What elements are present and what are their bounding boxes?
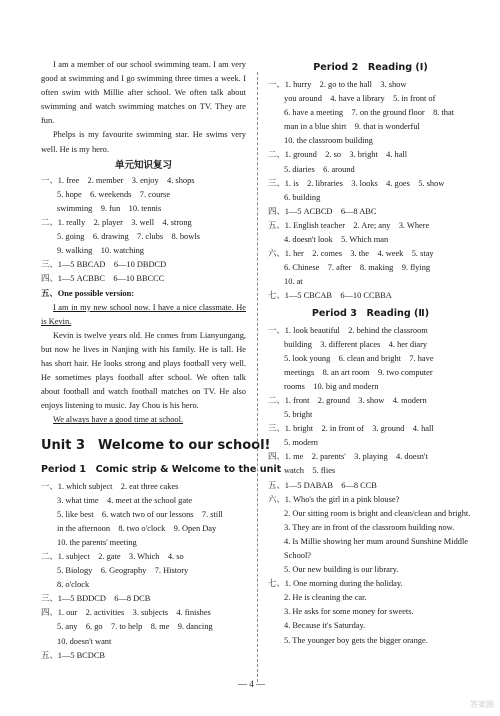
answer-line: 5. Biology 6. Geography 7. History (57, 566, 189, 576)
answer-line: 一、1. hurry 2. go to the hall 3. show (268, 80, 407, 89)
section-six-answers (268, 507, 473, 577)
answer-line: you around 4. have a library 5. in front of (284, 94, 436, 104)
review-line: 二、1. really 2. player 3. well 4. strong (41, 218, 192, 228)
answer-line: 3. what time 4. meet at the school gate (57, 495, 193, 505)
answer-line: 五、1—5 BCDCB (41, 650, 105, 660)
answer-line: 三、1—5 BDDCD 6—8 DCB (41, 594, 151, 604)
answer-line: 5. diaries 6. around (284, 164, 355, 174)
essay-closing: We always have a good time at school. (53, 415, 184, 425)
answer-line: 5. Our new building is our library. (284, 565, 399, 575)
answer-line: 二、1. ground 2. so 3. bright 4. hall (268, 150, 408, 160)
answer-line: 五、1. English teacher 2. Are; any 3. Where (268, 220, 430, 230)
review-line: 5. hope 6. weekends 7. course (57, 189, 171, 199)
period-2-title: Period 2 Reading (Ⅰ) (313, 62, 428, 73)
answer-line: 三、1. is 2. libraries 3. looks 4. goes 5. show (268, 178, 445, 188)
answer-line: 一、1. which subject 2. eat three cakes (41, 481, 179, 491)
answer-line: 5. like best 6. watch two of our lessons 7. still (57, 509, 223, 519)
answer-line: 2. Our sitting room is bright and clean/clean and bright. (284, 508, 471, 518)
answer-line: 10. the classroom building (284, 136, 373, 146)
essay-paragraph-1: I am a member of our school swimming team. I am very good at swimming and I go swimming three times a week. I often swim with Millie after school. We often talk about swimming and watch swimming matches on TV. They are fun. (41, 60, 246, 126)
review-line: 五、One possible version: (41, 288, 135, 298)
answer-line: 5. bright (284, 410, 313, 420)
review-line: 9. walking 10. watching (57, 246, 144, 256)
answer-line: 10. doesn't want (57, 636, 112, 646)
review-section-title: 单元知识复习 (114, 159, 172, 171)
period-1-answers (41, 480, 246, 663)
answer-line: 三、1. bright 2. in front of 3. ground 4. hall (268, 424, 434, 434)
answer-line: 五、1—5 DABAB 6—8 CCB (268, 480, 377, 490)
review-line: 四、1—5 ACBBC 6—10 BBCCC (41, 274, 165, 284)
answer-line: building 3. different places 4. her diary (284, 339, 428, 349)
answer-line: 七、1. One morning during the holiday. (268, 579, 403, 589)
answer-line: 5. modern (284, 438, 318, 448)
watermark-logo: 答案圈 (470, 700, 494, 709)
review-line: 5. going 6. drawing 7. clubs 8. bowls (57, 232, 200, 242)
period-3-title: Period 3 Reading (Ⅱ) (311, 307, 430, 319)
answer-line: 3. He asks for some money for sweets. (284, 607, 414, 617)
page-number: — 4 — (238, 679, 265, 689)
left-column (41, 58, 282, 663)
answer-line: 5. look young 6. clean and bright 7. have (284, 353, 434, 363)
answer-line: 四、1—5 ACBCD 6—8 ABC (268, 206, 377, 216)
answer-line: 六、1. Who's the girl in a pink blouse? (268, 494, 400, 504)
answer-line: 5. The younger boy gets the bigger orange. (284, 635, 428, 645)
period-2-answers (268, 78, 473, 304)
essay-opening: I am in my new school now. I have a nice classmate. He is Kevin. (41, 302, 246, 326)
answer-line: 10. the parents' meeting (57, 537, 137, 547)
review-line: swimming 9. fun 10. tennis (57, 203, 162, 213)
answer-line: 二、1. subject 2. gate 3. Which 4. so (41, 552, 184, 561)
answer-line: 四、1. me 2. parents' 3. playing 4. doesn't (268, 452, 428, 462)
answer-line: 6. Chinese 7. after 8. making 9. flying (284, 263, 431, 273)
review-line: 三、1—5 BBCAD 6—10 DBDCD (41, 260, 167, 270)
review-line: 一、1. free 2. member 3. enjoy 4. shops (41, 175, 195, 185)
answer-line: 6. have a meeting 7. on the ground floor 8. that (284, 108, 455, 118)
answer-line: in the afternoon 8. two o'clock 9. Open Day (57, 523, 217, 533)
answer-line: 4. Is Millie showing her mum around Sunshine Middle School? (284, 536, 469, 560)
answer-line: 3. They are in front of the classroom building now. (284, 522, 455, 532)
period-3-answers (268, 324, 473, 493)
answer-line: man in a blue shirt 9. that is wonderful (284, 122, 420, 132)
answer-line: 5. any 6. go 7. to help 8. me 9. dancing (57, 622, 213, 632)
essay-paragraph-2: Phelps is my favourite swimming star. He swims very well. He is my hero. (41, 130, 246, 154)
answer-line: 七、1—5 CBCAB 6—10 CCBBA (268, 291, 392, 301)
answer-line: meetings 8. an art room 9. two computer (284, 367, 433, 377)
unit-title: Unit 3 Welcome to our school! (41, 438, 271, 454)
answer-line: watch 5. flies (284, 466, 336, 476)
answer-line: 4. Because it's Saturday. (284, 621, 366, 631)
answer-line: 2. He is cleaning the car. (284, 593, 367, 603)
answer-line: 六、1. her 2. comes 3. the 4. week 5. stay (268, 249, 434, 259)
answer-line: 一、1. look beautiful 2. behind the classroom (268, 325, 428, 335)
answer-line: 6. building (284, 192, 321, 202)
answer-line: 8. o'clock (57, 580, 90, 590)
answer-line: 四、1. our 2. activities 3. subjects 4. finishes (41, 608, 211, 618)
column-divider (257, 72, 258, 682)
right-column (268, 58, 473, 648)
essay-body: Kevin is twelve years old. He comes from Lianyungang, but now he lives in Nanjing with his family. He is tall. He has short hair. He looks strong and plays football very well. He sometimes plays football after school. We often talk about football and watch football matches on TV. He also enjoys listening to music. Jay Chou is his hero. (41, 330, 246, 411)
period-1-title: Period 1 Comic strip & Welcome to the unit (41, 464, 282, 476)
answer-line: 二、1. front 2. ground 3. show 4. modern (268, 395, 427, 405)
answer-line: rooms 10. big and modern (284, 381, 379, 391)
answer-line: 4. doesn't look 5. Which man (284, 235, 389, 245)
review-answers (41, 174, 246, 301)
section-seven-answers (268, 591, 473, 647)
answer-line: 10. at (284, 277, 303, 287)
